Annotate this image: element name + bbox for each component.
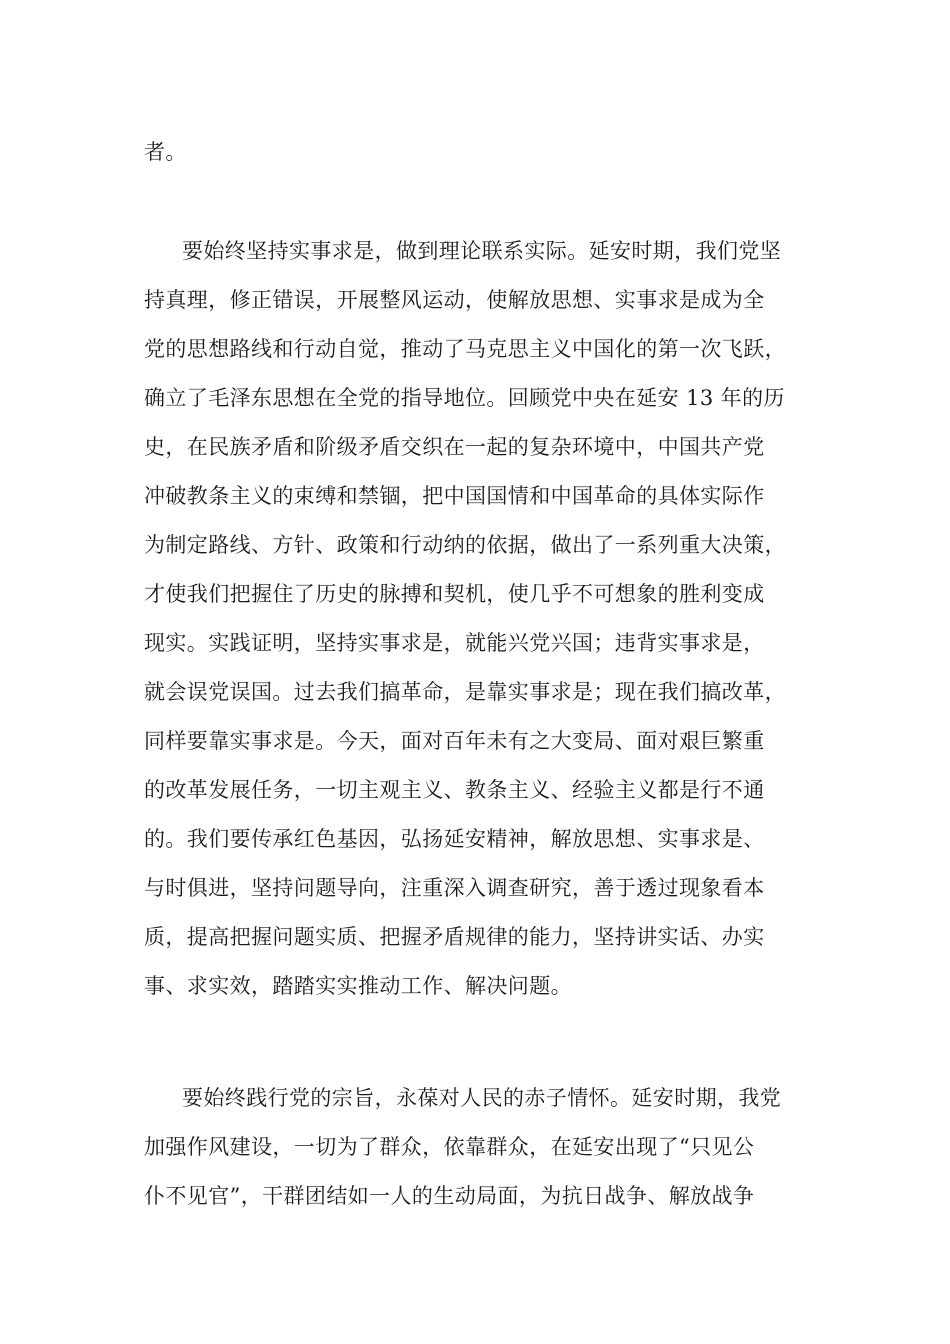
paragraph-2-line-13: 的。我们要传承红色基因，弘扬延安精神，解放思想、实事求是、 (144, 827, 765, 851)
paragraph-2-line-9: 现实。实践证明，坚持实事求是，就能兴党兴国；违背实事求是， (144, 631, 765, 655)
paragraph-2-line-5: 史，在民族矛盾和阶级矛盾交织在一起的复杂环境中，中国共产党 (144, 435, 765, 459)
paragraph-3-line-1: 要始终践行党的宗旨，永葆对人民的赤子情怀。延安时期，我党 (182, 1086, 782, 1110)
paragraph-2-line-11: 同样要靠实事求是。今天，面对百年未有之大变局、面对艰巨繁重 (144, 729, 765, 753)
paragraph-2-line-1: 要始终坚持实事求是，做到理论联系实际。延安时期，我们党坚 (182, 239, 782, 263)
paragraph-2-line-16: 事、求实效，踏踏实实推动工作、解决问题。 (144, 974, 572, 998)
paragraph-2-line-4: 确立了毛泽东思想在全党的指导地位。回顾党中央在延安 13 年的历 (144, 386, 785, 410)
paragraph-2-line-7: 为制定路线、方针、政策和行动纳的依据，做出了一系列重大决策， (144, 533, 786, 557)
paragraph-3-line-3: 仆不见官”，干群团结如一人的生动局面，为抗日战争、解放战争 (144, 1184, 755, 1208)
paragraph-3-line-2: 加强作风建设，一切为了群众，依靠群众，在延安出现了“只见公 (144, 1135, 755, 1159)
paragraph-2-line-6: 冲破教条主义的束缚和禁锢，把中国国情和中国革命的具体实际作 (144, 484, 765, 508)
paragraph-2-line-15: 质，提高把握问题实质、把握矛盾规律的能力，坚持讲实话、办实 (144, 925, 765, 949)
paragraph-2-line-3: 党的思想路线和行动自觉，推动了马克思主义中国化的第一次飞跃， (144, 337, 786, 361)
paragraph-2-line-12: 的改革发展任务，一切主观主义、教条主义、经验主义都是行不通 (144, 778, 765, 802)
paragraph-1-line-1: 者。 (144, 140, 187, 164)
paragraph-2-line-2: 持真理，修正错误，开展整风运动，使解放思想、实事求是成为全 (144, 288, 765, 312)
paragraph-2-line-10: 就会误党误国。过去我们搞革命，是靠实事求是；现在我们搞改革， (144, 680, 786, 704)
paragraph-2-line-8: 才使我们把握住了历史的脉搏和契机，使几乎不可想象的胜利变成 (144, 582, 765, 606)
paragraph-2-line-14: 与时俱进，坚持问题导向，注重深入调查研究，善于透过现象看本 (144, 876, 765, 900)
